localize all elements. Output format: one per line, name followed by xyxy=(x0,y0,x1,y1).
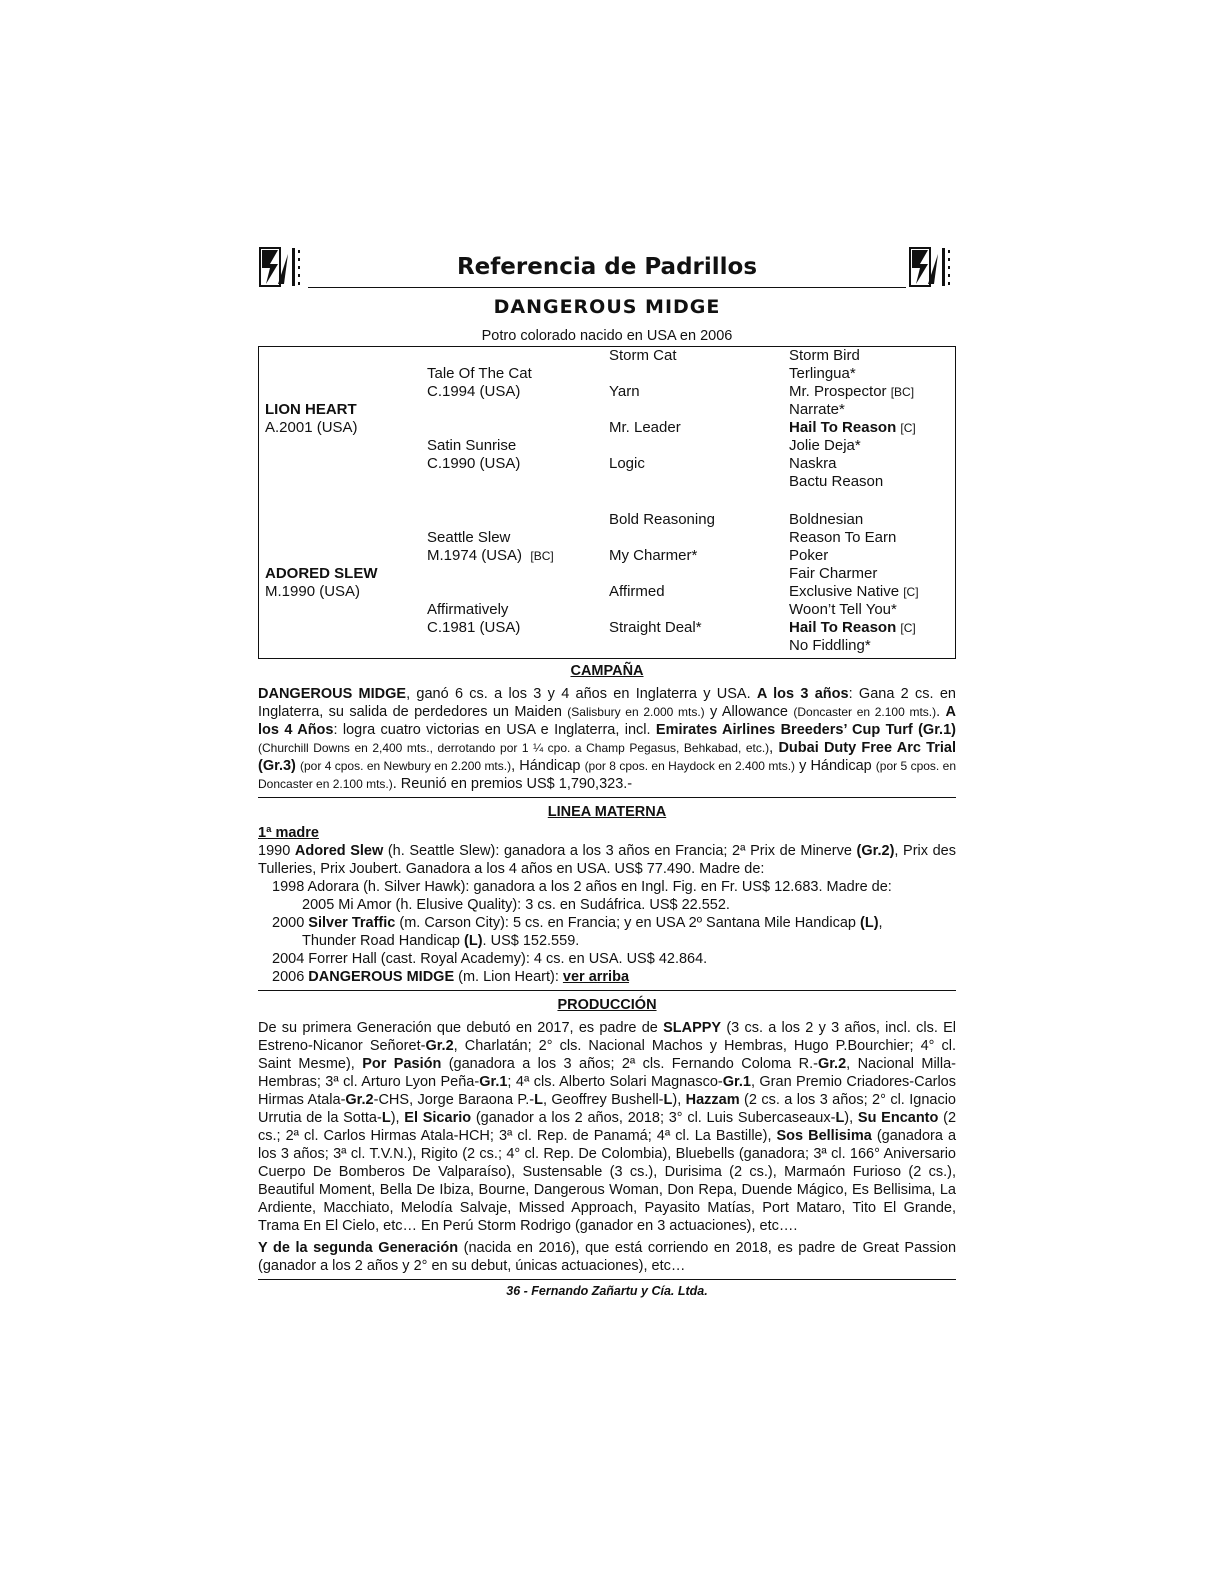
produccion-run: SLAPPY xyxy=(663,1020,722,1036)
pedigree-table xyxy=(258,346,956,659)
produccion-run: ), xyxy=(390,1110,405,1126)
pedigree-g4: Boldnesian xyxy=(789,511,864,528)
produccion-run: L xyxy=(663,1092,673,1108)
header-rule xyxy=(308,287,906,288)
page-footer: 36 - Fernando Zañartu y Cía. Ltda. xyxy=(506,1284,708,1298)
produccion-run: (ganadora a los 3 años; 3ª cl. T.V.N.), Rigito (2 cs.; 4° cl. Rep. De Colombia), Bluebells (ganadora; 3ª cl. 166° Aniversario Cuerpo De Bomberos De Valparaíso), Sustensable (3 cs.), Durisima (2 cs.), Marmaón Furioso (2 cs.), Beautiful Moment, Bella De Ibiza, Bourne, Dangerous Woman, Don Repa, Duende Mágico, Es Bellisima, La Ardiente, Macchiato, Melodía Salvaje, Missed Approach, Payasito Matías, Port Mataro, Tito El Grande, Trama En El Cielo, etc… En Perú Storm Rodrigo (ganador en 3 actuaciones), etc…. xyxy=(258,1128,957,1234)
pedigree-dam-info: M.1990 (USA) xyxy=(265,583,361,600)
produccion-run: , Gran Premio Criadores-Carlos Hirmas Atala- xyxy=(258,1074,956,1108)
pedigree-g2-name: Tale Of The Cat xyxy=(427,365,532,382)
campana-text: DANGEROUS MIDGE, ganó 6 cs. a los 3 y 4 años en Inglaterra y USA. A los 3 años: Gana 2 cs. en Inglaterra, su salida de perdedores un Maiden (Salisbury en 2.000 mts.) y Allowance (Doncaster en 2.100 mts.). A los 4 Años: logra cuatro victorias en USA e Inglaterra, incl. Emirates Airlines Breeders’ Cup Turf (Gr.1) (Churchill Downs en 2,400 mts., derrotando por 1 ¼ cpo. a Champ Pegasus, Behkabad, etc.), Dubai Duty Free Arc Trial (Gr.3) (por 4 cpos. en Newbury en 2.200 mts.), Hándicap (por 8 cpos. en Haydock en 2.400 mts.) y Hándicap (por 5 cpos. en Doncaster en 2.100 mts.). Reunió en premios US$ 1,790,323.- xyxy=(258,686,957,792)
produccion-run: De su primera Generación que debutó en 2017, es padre de xyxy=(258,1020,664,1036)
produccion-run: Por Pasión xyxy=(362,1056,442,1072)
produccion-run: ), xyxy=(844,1110,858,1126)
pedigree-sire: LION HEART xyxy=(265,401,357,418)
pedigree-g4: Reason To Earn xyxy=(789,529,897,546)
pedigree-g4: Narrate* xyxy=(789,401,845,418)
produce-subline: 2005 Mi Amor (h. Elusive Quality): 3 cs. en Sudáfrica. US$ 22.552. xyxy=(302,897,730,913)
pedigree-g2-info: C.1981 (USA) xyxy=(427,619,521,636)
pedigree-g4: Mr. Prospector [BC] xyxy=(789,383,915,400)
pedigree-g4: Woon’t Tell You* xyxy=(789,601,897,618)
pedigree-g4: Poker xyxy=(789,547,829,564)
produccion-run: Gr.2 xyxy=(345,1092,374,1108)
produccion-run: L xyxy=(381,1110,391,1126)
pedigree-g4: Storm Bird xyxy=(789,347,860,364)
pedigree-g3: Yarn xyxy=(609,383,640,400)
section-rule xyxy=(258,990,956,991)
pedigree-g3: Straight Deal* xyxy=(609,619,702,636)
pedigree-g3: Bold Reasoning xyxy=(609,511,715,528)
produccion-run: , Charlatán; 2° cls. Nacional Machos y Hembras, Hugo P.Bourchier; 4° cl. Saint Mesme), xyxy=(258,1038,956,1072)
produccion-run: L xyxy=(835,1110,845,1126)
pedigree-g3: Storm Cat xyxy=(609,347,677,364)
produccion-run: Gr.2 xyxy=(425,1038,454,1054)
ver-arriba-link[interactable]: ver arriba xyxy=(562,969,630,985)
logo-icon xyxy=(908,244,956,290)
footer-rule xyxy=(258,1279,956,1280)
pedigree-g2-name: Seattle Slew xyxy=(427,529,511,546)
pedigree-g4: No Fiddling* xyxy=(789,637,871,654)
produccion-run: (2 cs. a los 3 años; 2° cl. Ignacio Urrutia de la Sotta- xyxy=(258,1092,956,1126)
pedigree-g2-info: C.1994 (USA) xyxy=(427,383,521,400)
madre-text: 1990 Adored Slew (h. Seattle Slew): ganadora a los 3 años en Francia; 2ª Prix de Minerve (Gr.2), Prix des Tulleries, Prix Joubert. Ganadora a los 4 años en USA. US$ 77.490. Madre de: xyxy=(258,843,956,877)
produccion-run: ), xyxy=(672,1092,686,1108)
produccion-run: Gr.1 xyxy=(479,1074,508,1090)
produccion-run: Gr.1 xyxy=(722,1074,751,1090)
produccion-run: L xyxy=(534,1092,543,1108)
pedigree-g4: Naskra xyxy=(789,455,837,472)
section-title-linea: LINEA MATERNA xyxy=(547,804,667,820)
produccion-run: , Geoffrey Bushell- xyxy=(542,1092,664,1108)
pedigree-g4: Exclusive Native [C] xyxy=(789,583,919,600)
pedigree-g4: Hail To Reason [C] xyxy=(789,619,916,636)
produce-line: 2000 Silver Traffic (m. Carson City): 5 cs. en Francia; y en USA 2º Santana Mile Handicap (L), xyxy=(272,915,883,931)
produccion-run: (3 cs. a los 2 y 3 años, incl. cls. El Estreno-Nicanor Señoret- xyxy=(258,1020,956,1054)
produccion-run: ; 4ª cls. Alberto Solari Magnasco- xyxy=(507,1074,723,1090)
produce-line: 2004 Forrer Hall (cast. Royal Academy): 4 cs. en USA. US$ 42.864. xyxy=(272,951,708,967)
document-page xyxy=(258,244,956,1298)
produccion-run: Su Encanto xyxy=(857,1110,939,1126)
horse-name: DANGEROUS MIDGE xyxy=(493,296,721,318)
pedigree-g4: Bactu Reason xyxy=(789,473,884,490)
produccion-text xyxy=(258,1019,956,1235)
produce-subline: Thunder Road Handicap (L). US$ 152.559. xyxy=(302,933,580,949)
pedigree-g3: Affirmed xyxy=(609,583,665,600)
pedigree-g4: Fair Charmer xyxy=(789,565,878,582)
produccion-run: (2 cs.; 2ª cl. Carlos Hirmas Atala-HCH; 3ª cl. Rep. de Panamá; 4ª cl. La Bastille), xyxy=(258,1110,957,1144)
pedigree-g3: Mr. Leader xyxy=(609,419,681,436)
produce-line: 2006 DANGEROUS MIDGE (m. Lion Heart): ver arriba xyxy=(272,969,630,985)
produccion-run: Sos Bellisima xyxy=(776,1128,872,1144)
pedigree-g3: Logic xyxy=(609,455,645,472)
madre-label: 1ª madre xyxy=(258,825,319,841)
pedigree-sire-info: A.2001 (USA) xyxy=(265,419,358,436)
section-title-produccion: PRODUCCIÓN xyxy=(557,997,657,1013)
pedigree-g2-name: Affirmatively xyxy=(427,601,509,618)
section-rule xyxy=(258,797,956,798)
section-title-campana: CAMPAÑA xyxy=(570,663,644,679)
produccion-run: Gr.2 xyxy=(817,1056,847,1072)
pedigree-g2-name: Satin Sunrise xyxy=(427,437,517,454)
produccion-run: Hazzam xyxy=(685,1092,740,1108)
pedigree-g4: Hail To Reason [C] xyxy=(789,419,916,436)
pedigree-g4: Terlingua* xyxy=(789,365,856,382)
produce-line: 1998 Adorara (h. Silver Hawk): ganadora a los 2 años en Ingl. Fig. en Fr. US$ 12.683. Madre de: xyxy=(272,879,892,895)
pedigree-g4: Jolie Deja* xyxy=(789,437,861,454)
pedigree-g2-info: C.1990 (USA) xyxy=(427,455,521,472)
produccion-text-2: Y de la segunda Generación (nacida en 2016), que está corriendo en 2018, es padre de Great Passion (ganador a los 2 años y 2° en su debut, únicas actuaciones), etc… xyxy=(258,1240,957,1274)
page-header xyxy=(258,244,956,294)
pedigree-dam: ADORED SLEW xyxy=(265,565,378,582)
produccion-run: El Sicario xyxy=(404,1110,472,1126)
produccion-run: , Nacional Milla-Hembras; 3ª cl. Arturo Lyon Peña- xyxy=(258,1056,957,1090)
page-title: Referencia de Padrillos xyxy=(456,254,758,280)
produccion-run: (ganador a los 2 años, 2018; 3° cl. Luis Subercaseaux- xyxy=(471,1110,836,1126)
pedigree-g3: My Charmer* xyxy=(609,547,698,564)
pedigree-tag: [BC] xyxy=(530,549,554,563)
pedigree-g2-info: M.1974 (USA) [BC] xyxy=(427,547,554,564)
produccion-run: (ganadora a los 3 años; 2ª cls. Fernando Coloma R.- xyxy=(441,1056,818,1072)
horse-subtitle: Potro colorado nacido en USA en 2006 xyxy=(481,328,733,344)
produccion-run: -CHS, Jorge Baraona P.- xyxy=(373,1092,535,1108)
